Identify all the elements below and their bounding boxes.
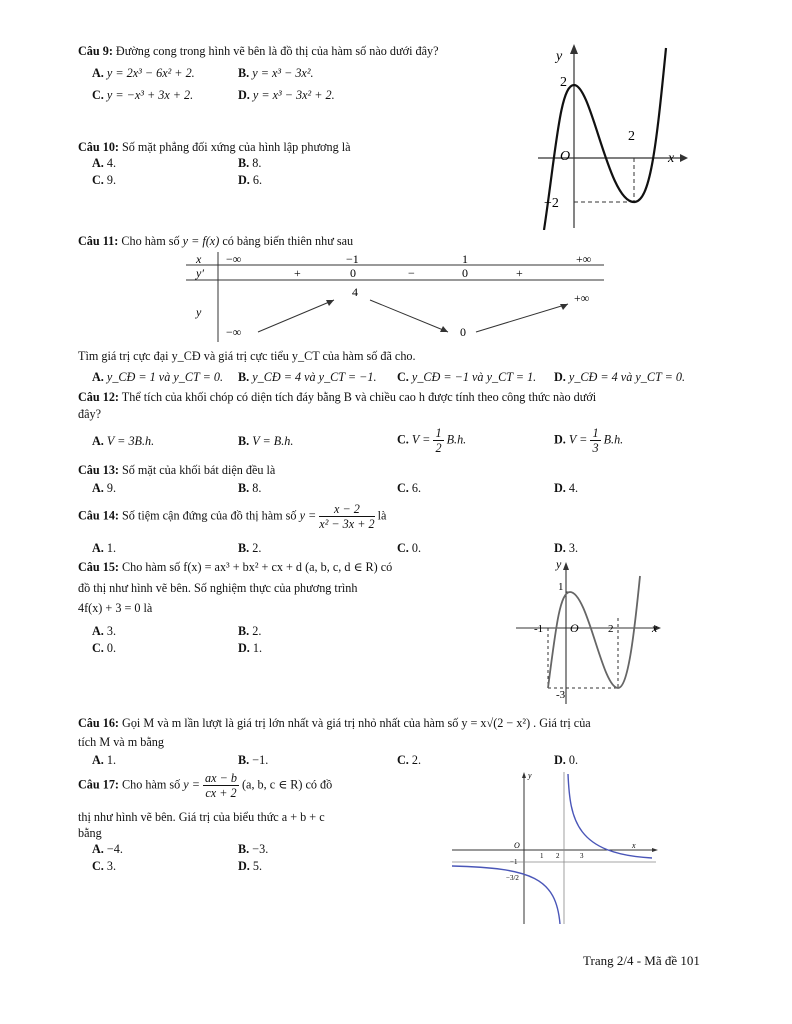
q15-question-line3: 4f(x) + 3 = 0 là (78, 601, 153, 615)
q17-option-c: C. 3. (92, 859, 117, 873)
svg-text:+∞: +∞ (576, 252, 592, 266)
x-tick-label: 2 (628, 129, 635, 144)
svg-text:y: y (528, 771, 532, 780)
q14-question: Câu 14: Số tiệm cận đứng của đồ thị hàm số y = $\frac{x - 2}{\text{x² − 3x + 2}}$ là (78, 502, 387, 531)
svg-text:y: y (556, 557, 562, 571)
x-arrow-icon (680, 154, 688, 162)
svg-text:−1: −1 (346, 252, 359, 266)
q9-option-c: C. y = −x³ + 3x + 2. (92, 88, 194, 102)
q17-option-a: A. −4. (92, 842, 123, 856)
q12-option-d: D. V = $\frac{1}{3}$ B.h. (554, 426, 624, 455)
q12-question-cont: đây? (78, 407, 102, 421)
q16-option-c: C. 2. (397, 753, 422, 767)
page-footer: Trang 2/4 - Mã đề 101 (583, 953, 700, 968)
q17-option-b: B. −3. (238, 842, 269, 856)
svg-text:0: 0 (462, 266, 468, 280)
q17-question-line3: bằng (78, 826, 102, 840)
y-arrow-icon (522, 772, 526, 778)
q11-option-d: D. y_CĐ = 4 và y_CT = 0. (554, 370, 685, 384)
q9-label: Câu 9: (78, 44, 113, 58)
q10-option-c: C. 9. (92, 173, 117, 187)
q10-option-b: B. 8. (238, 156, 262, 170)
q13-question: Câu 13: Số mặt của khối bát diện đều là (78, 463, 276, 477)
svg-text:y′: y′ (196, 266, 204, 280)
svg-text:2: 2 (608, 623, 614, 635)
svg-text:3: 3 (580, 852, 584, 860)
q15-option-d: D. 1. (238, 641, 263, 655)
q17-graph (452, 770, 662, 926)
increase-arrow (258, 300, 334, 332)
q14-option-b: B. 2. (238, 541, 262, 555)
q13-option-b: B. 8. (238, 481, 262, 495)
q15-question-line2: đồ thị như hình vẽ bên. Số nghiệm thực của phương trình (78, 581, 358, 595)
q13-option-a: A. 9. (92, 481, 117, 495)
q15-option-a: A. 3. (92, 624, 117, 638)
fraction: $\frac{1}{2}$ (435, 426, 442, 455)
q13-option-c: C. 6. (397, 481, 422, 495)
svg-text:y: y (196, 305, 202, 319)
svg-text:−: − (408, 266, 415, 280)
q11-option-c: C. y_CĐ = −1 và y_CT = 1. (397, 370, 537, 384)
q12-option-b: B. V = B.h. (238, 434, 294, 448)
svg-text:x: x (652, 621, 658, 635)
svg-text:−3/2: −3/2 (506, 874, 519, 882)
svg-text:4: 4 (352, 285, 358, 299)
q15-graph (510, 556, 670, 706)
svg-text:x: x (196, 252, 202, 266)
svg-text:1: 1 (462, 252, 468, 266)
q9-text: Đường cong trong hình vẽ bên là đồ thị của hàm số nào dưới đây? (115, 44, 439, 58)
origin-label: O (560, 149, 571, 164)
svg-text:0: 0 (350, 266, 356, 280)
svg-text:2: 2 (556, 852, 560, 860)
q11-variation-table (186, 252, 606, 342)
q11-prompt: Tìm giá trị cực đại y_CĐ và giá trị cực tiểu y_CT của hàm số đã cho. (78, 349, 416, 363)
q16-option-b: B. −1. (238, 753, 269, 767)
q16-option-a: A. 1. (92, 753, 117, 767)
q16-question-line2: tích M và m bằng (78, 735, 164, 749)
svg-text:−∞: −∞ (226, 252, 242, 266)
svg-text:1: 1 (540, 852, 544, 860)
svg-text:O: O (570, 621, 579, 635)
q17-question-line2: thị như hình vẽ bên. Giá trị của biểu thức a + b + c (78, 810, 325, 824)
q9-option-a: A. y = 2x³ − 6x² + 2. (92, 66, 195, 80)
fraction: $\frac{ax - b}{cx + 2}$ (205, 771, 237, 800)
x-label: x (668, 151, 675, 166)
q12-question: Câu 12: Thể tích của khối chóp có diện tích đáy bằng B và chiều cao h được tính theo công thức nào dưới (78, 390, 597, 404)
y-top-label: 2 (560, 75, 567, 90)
q14-option-a: A. 1. (92, 541, 117, 555)
svg-text:-1: -1 (534, 623, 544, 635)
q11-option-b: B. y_CĐ = 4 và y_CT = −1. (238, 370, 377, 384)
q9-graph (530, 40, 690, 230)
q11-question: Câu 11: Cho hàm số y = f(x) có bảng biến thiên như sau (78, 234, 354, 248)
y-arrow-icon (570, 44, 578, 54)
svg-text:−∞: −∞ (226, 325, 242, 339)
y-arrow-icon (563, 562, 569, 570)
svg-text:O: O (514, 841, 520, 850)
q9-option-b: B. y = x³ − 3x². (238, 66, 314, 80)
q10-question: Câu 10: Số mặt phẳng đối xứng của hình lập phương là (78, 140, 351, 154)
q11-option-a: A. y_CĐ = 1 và y_CT = 0. (92, 370, 223, 384)
q9-question (78, 44, 439, 59)
q13-option-d: D. 4. (554, 481, 579, 495)
svg-text:x: x (632, 841, 636, 850)
fraction: $\frac{1}{3}$ (592, 426, 599, 455)
q16-option-d: D. 0. (554, 753, 579, 767)
q14-option-d: D. 3. (554, 541, 579, 555)
q17-question-line1: Câu 17: Cho hàm số y = $\frac{ax - b}{cx + 2}$ (a, b, c ∈ R) có đồ (78, 771, 333, 800)
increase-arrow (476, 304, 568, 332)
fraction: $\frac{x - 2}{\text{x² − 3x + 2}}$ (319, 502, 375, 531)
decrease-arrow (370, 300, 448, 332)
svg-text:−1: −1 (510, 858, 518, 866)
arrow-head-icon (560, 304, 568, 310)
q17-option-d: D. 5. (238, 859, 263, 873)
q16-question-line1: Câu 16: Gọi M và m lần lượt là giá trị lớn nhất và giá trị nhỏ nhất của hàm số y = x√(2 − x²) . Giá trị của (78, 716, 591, 730)
svg-text:1: 1 (558, 581, 564, 593)
svg-text:+: + (294, 266, 301, 280)
svg-text:+: + (516, 266, 523, 280)
q15-option-c: C. 0. (92, 641, 117, 655)
curve-right-branch (568, 774, 652, 858)
q15-question-line1: Câu 15: Cho hàm số f(x) = ax³ + bx² + cx + d (a, b, c, d ∈ R) có (78, 560, 393, 574)
q14-option-c: C. 0. (397, 541, 422, 555)
svg-text:+∞: +∞ (574, 291, 590, 305)
q12-option-c: C. V = $\frac{1}{2}$ B.h. (397, 426, 467, 455)
q12-option-a: A. V = 3B.h. (92, 434, 155, 448)
svg-text:-3: -3 (556, 689, 566, 701)
q9-option-d: D. y = x³ − 3x² + 2. (238, 88, 335, 102)
svg-text:0: 0 (460, 325, 466, 339)
x-arrow-icon (652, 848, 658, 852)
y-bottom-label: −2 (544, 196, 559, 211)
q10-option-a: A. 4. (92, 156, 117, 170)
y-label: y (556, 49, 563, 64)
q15-option-b: B. 2. (238, 624, 262, 638)
q10-option-d: D. 6. (238, 173, 263, 187)
